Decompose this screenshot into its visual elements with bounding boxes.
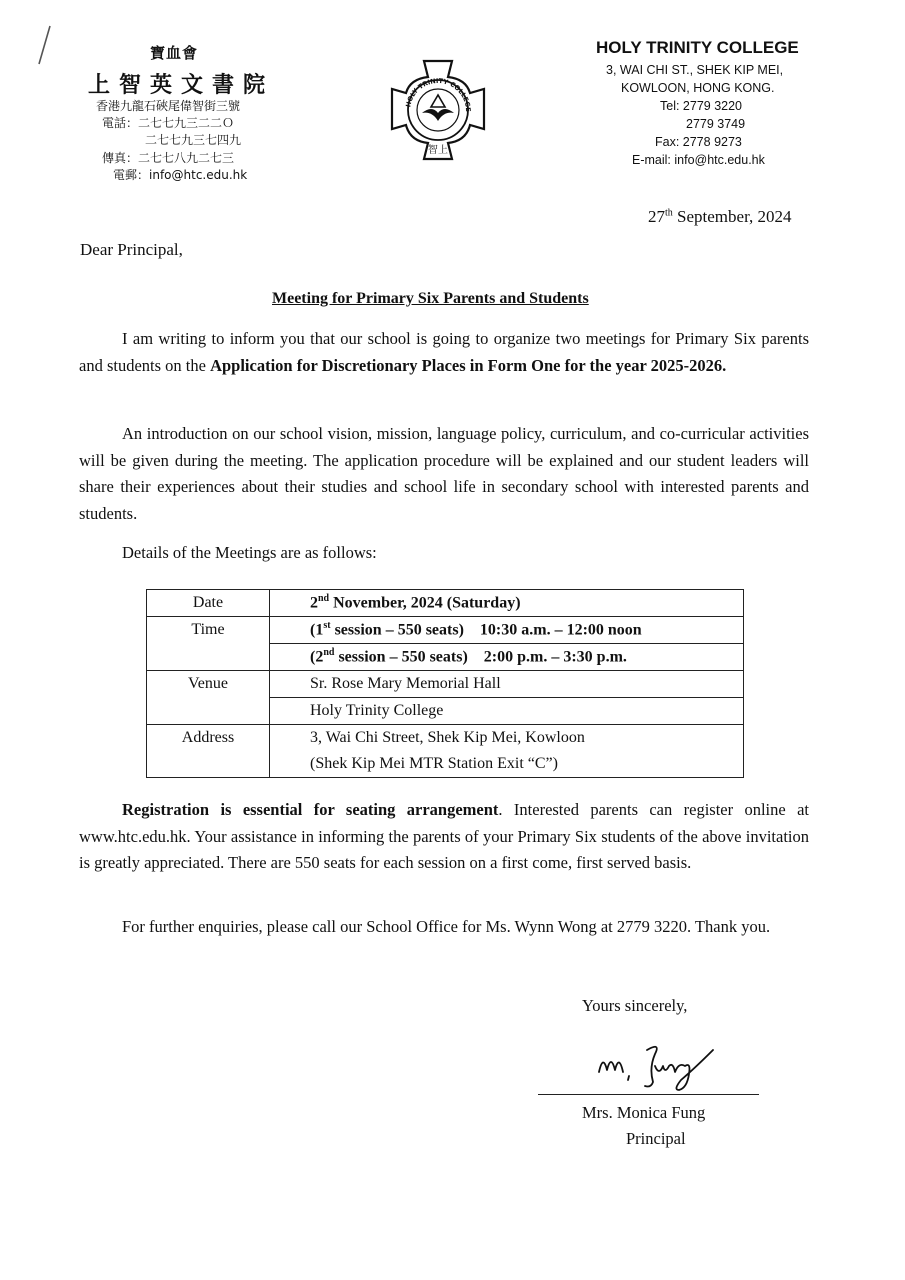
english-tel-1: Tel: 2779 3220 — [660, 99, 743, 113]
meeting-day: 2 — [310, 594, 318, 612]
registration-text: . Interested parents can register online at www.htc.edu.hk. Your assistance in informing the parents of your Primary Six students of the above invitation is greatly appreciated. There are 550 seats for each session on a first come, first served basis. — [79, 800, 809, 872]
crest-ring-text: HOLY TRINITY COLLEGE — [404, 76, 473, 112]
table-row — [147, 617, 744, 644]
paragraph-enquiries: For further enquiries, please call our School Office for Ms. Wynn Wong at 2779 3220. Thank you. — [122, 917, 771, 936]
registration-bold-text: Registration is essential for seating arrangement — [122, 800, 499, 819]
letter-subject: Meeting for Primary Six Parents and Students — [272, 290, 589, 307]
session-1-open: (1 — [310, 621, 324, 639]
session-2-open: (2 — [310, 648, 324, 666]
greeting: Dear Principal, — [80, 240, 183, 259]
address-label: Address — [147, 725, 270, 752]
session-1-value — [270, 617, 744, 644]
school-crest-icon — [388, 55, 488, 165]
english-address-1: 3, WAI CHI ST., SHEK KIP MEI, — [606, 63, 784, 77]
address-line-1: 3, Wai Chi Street, Shek Kip Mei, Kowloon — [270, 725, 744, 752]
chinese-org-name: 寶血會 — [150, 44, 199, 62]
venue-hall: Sr. Rose Mary Memorial Hall — [270, 671, 744, 698]
signature-line — [538, 1094, 759, 1095]
chinese-tel-2: 二七七九三七四九 — [145, 133, 242, 147]
date-value — [270, 590, 744, 617]
english-fax: Fax: 2778 9273 — [655, 135, 742, 149]
english-email: E-mail: info@htc.edu.hk — [632, 153, 765, 167]
table-row — [147, 725, 744, 752]
pen-mark — [36, 24, 52, 66]
venue-label-continued — [147, 698, 270, 725]
meeting-details-table — [146, 589, 744, 778]
date-label: Date — [147, 590, 270, 617]
crest-motto: 智上 — [428, 145, 448, 156]
intro-bold-text: Application for Discretionary Places in Form One for the year 2025-2026. — [210, 355, 727, 375]
closing: Yours sincerely, — [582, 996, 688, 1015]
english-school-name: HOLY TRINITY COLLEGE — [596, 38, 799, 57]
chinese-school-name: 上智英文書院 — [88, 73, 275, 98]
details-intro: Details of the Meetings are as follows: — [122, 543, 377, 562]
session-2-time: 2:00 p.m. – 3:30 p.m. — [483, 648, 627, 666]
time-label: Time — [147, 617, 270, 644]
session-2-rest: session – 550 seats) — [334, 648, 468, 666]
chinese-fax: 傳真：二七七八九二七三 — [102, 151, 235, 165]
session-1-rest: session – 550 seats) — [330, 621, 464, 639]
table-row — [147, 698, 744, 725]
chinese-address: 香港九龍石硤尾偉智街三號 — [96, 99, 241, 113]
meeting-date-rest: November, 2024 (Saturday) — [329, 594, 521, 612]
meeting-day-suffix: nd — [318, 593, 330, 605]
venue-school: Holy Trinity College — [270, 698, 744, 725]
venue-label: Venue — [147, 671, 270, 698]
table-row — [147, 671, 744, 698]
date-suffix: th — [665, 207, 673, 219]
date-rest: September, 2024 — [672, 207, 792, 226]
session-2-value — [270, 644, 744, 671]
session-1-time: 10:30 a.m. – 12:00 noon — [479, 621, 642, 639]
signature — [595, 1032, 725, 1092]
english-tel-2: 2779 3749 — [686, 117, 746, 131]
english-address-2: KOWLOON, HONG KONG. — [621, 81, 775, 95]
intro-text: I am writing to inform you that our school is going to organize two meetings for Primary Six parents and students on the — [79, 329, 809, 375]
session-1-suffix: st — [323, 620, 331, 632]
table-row — [147, 751, 744, 778]
address-line-2: (Shek Kip Mei MTR Station Exit “C”) — [270, 751, 744, 778]
letter-date — [648, 207, 792, 227]
time-label-continued — [147, 644, 270, 671]
signer-name: Mrs. Monica Fung — [582, 1103, 706, 1122]
paragraph-meeting-content: An introduction on our school vision, mission, language policy, curriculum, and co-curricular activities will be given during the meeting. The application procedure will be explained and our student leaders will share their experiences about their studies and school life in secondary school with interested parents and students. — [79, 424, 809, 523]
table-row — [147, 644, 744, 671]
address-label-continued — [147, 751, 270, 778]
paragraph-intro — [79, 326, 809, 379]
chinese-email: 電郵：info@htc.edu.hk — [113, 168, 248, 182]
paragraph-registration — [79, 797, 809, 877]
date-day: 27 — [648, 207, 665, 226]
signer-title: Principal — [626, 1129, 686, 1148]
session-2-suffix: nd — [323, 647, 335, 659]
chinese-tel-1: 電話：二七七九三二二Ｏ — [102, 116, 235, 130]
table-row — [147, 590, 744, 617]
